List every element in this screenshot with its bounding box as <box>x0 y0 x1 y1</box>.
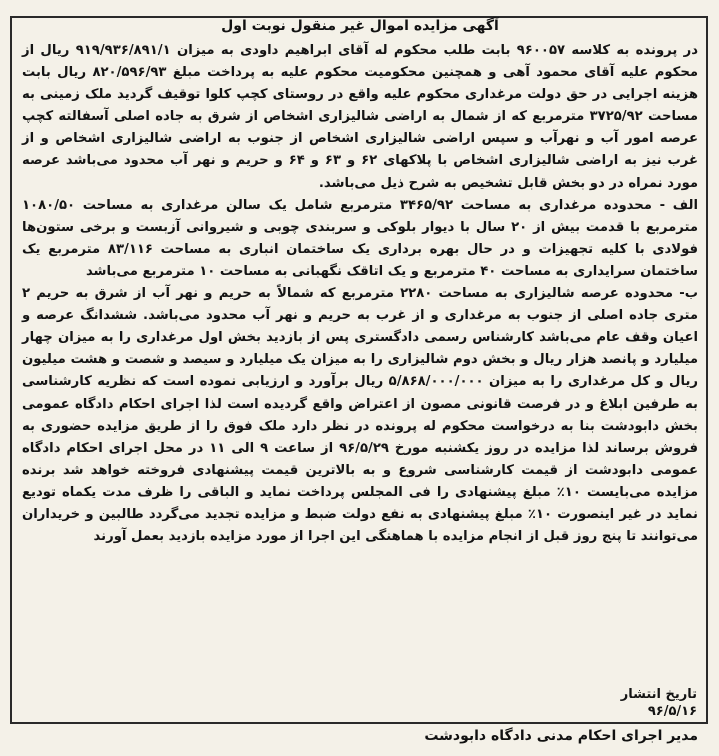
publish-date: ۹۶/۵/۱۶ <box>647 704 697 719</box>
notice-paragraph-intro: در پرونده به کلاسه ۹۶۰۰۵۷ بابت طلب محکوم له آقای ابراهیم داودی به میزان ۹۱۹/۹۳۶/۸۹۱/۱ ریال از محکوم علیه آقای محمود آهی و همچنین محکومیت محکوم علیه به پرداخت مبلغ ۸۲۰/۵۹۶/۹۳ ریال بابت هزینه اجرایی در حق دولت مرغداری محکوم علیه واقع در روستای کچپ کلوا توقیف گردید ملک زمینی به مساحت ۳۷۲۵/۹۲ مترمربع که از شمال به اراضی شالیزاری اشخاص از شرق به جاده اصلی آسفالته کچپ عرصه امور آب و نهرآب و سپس اراضی شالیزاری اشخاص از جنوب به اراضی شالیزاری اشخاص و از غرب نیز به اراضی شالیزاری اشخاص با پلاکهای ۶۲ و ۶۳ و ۶۴ و حریم و نهر آب محدود می‌باشد عرصه مورد نمراه در دو بخش قابل تشخیص به شرح ذیل می‌باشد. <box>22 43 699 191</box>
notice-title: آگهی مزایده اموال غیر منقول نوبت اول <box>221 18 499 34</box>
notice-paragraph-section-b: ب- محدوده عرصه شالیزاری به مساحت ۲۲۸۰ مترمربع که شمالاً به حریم و نهر آب از شرق به حریم ۲ متری جاده اصلی از جنوب به مرغداری و از غرب به حریم و نهر آب محدود می‌باشد. ششدانگ عرصه و اعیان وقف عام می‌باشد کارشناس رسمی دادگستری پس از بازدید بخش اول مرغداری را به میزان چهار میلیارد و پانصد هزار ریال و بخش دوم شالیزاری را به میزان یک میلیارد و سیصد و شصت و هشت میلیون ریال و کل مرغداری را به میزان ۵/۸۶۸/۰۰۰/۰۰۰ ریال برآورد و ارزیابی نموده است که نظریه کارشناسی به طرفین ابلاغ و در فرصت قانونی مصون از اعتراض واقع گردیده است لذا اجرای احکام دادگاه عمومی بخش دابودشت بنا به درخواست محکوم له پرونده در نظر دارد ملک فوق را از طریق مزایده حضوری به فروش برساند لذا مزایده در روز یکشنبه مورخ ۹۶/۵/۲۹ از ساعت ۹ الی ۱۱ در محل اجرای احکام دادگاه عمومی دابودشت از قیمت کارشناسی شروع و به بالاترین قیمت پیشنهادی فروخته خواهد شد برنده مزایده می‌بایست ۱۰٪ مبلغ پیشنهادی را فی المجلس پرداخت نماید و الباقی را ظرف مدت یکماه تودیع نماید در غیر اینصورت ۱۰٪ مبلغ پیشنهادی به نفع دولت ضبط و مزایده تجدید می‌گردد طالبین و خریداران می‌توانند تا پنج روز قبل از انجام مزایده با هماهنگی این اجرا از مورد مزایده بازدید بعمل آورند <box>22 286 698 545</box>
publish-date-label: تاریخ انتشار <box>620 687 697 702</box>
notice-paragraph-section-a: الف - محدوده مرغداری به مساحت ۳۴۶۵/۹۲ مترمربع شامل یک سالن مرغداری به مساحت ۱۰۸۰/۵۰ مترمربع با قدمت بیش از ۲۰ سال با دیوار بلوکی و سربندی چوبی و شیروانی آزبست و برخی ستون‌ها فولادی با کلیه تجهیزات و در حال بهره برداری یک ساختمان انباری به مساحت ۸۳/۱۱۶ مترمربع یک ساختمان سرایداری به مساحت ۴۰ مترمربع و یک اتاقک نگهبانی به مساحت ۱۰ مترمربع می‌باشد <box>22 197 699 279</box>
notice-body <box>22 40 698 548</box>
publish-date-block <box>621 686 697 720</box>
notice-signature: مدیر اجرای احکام مدنی دادگاه دابودشت <box>424 728 698 744</box>
